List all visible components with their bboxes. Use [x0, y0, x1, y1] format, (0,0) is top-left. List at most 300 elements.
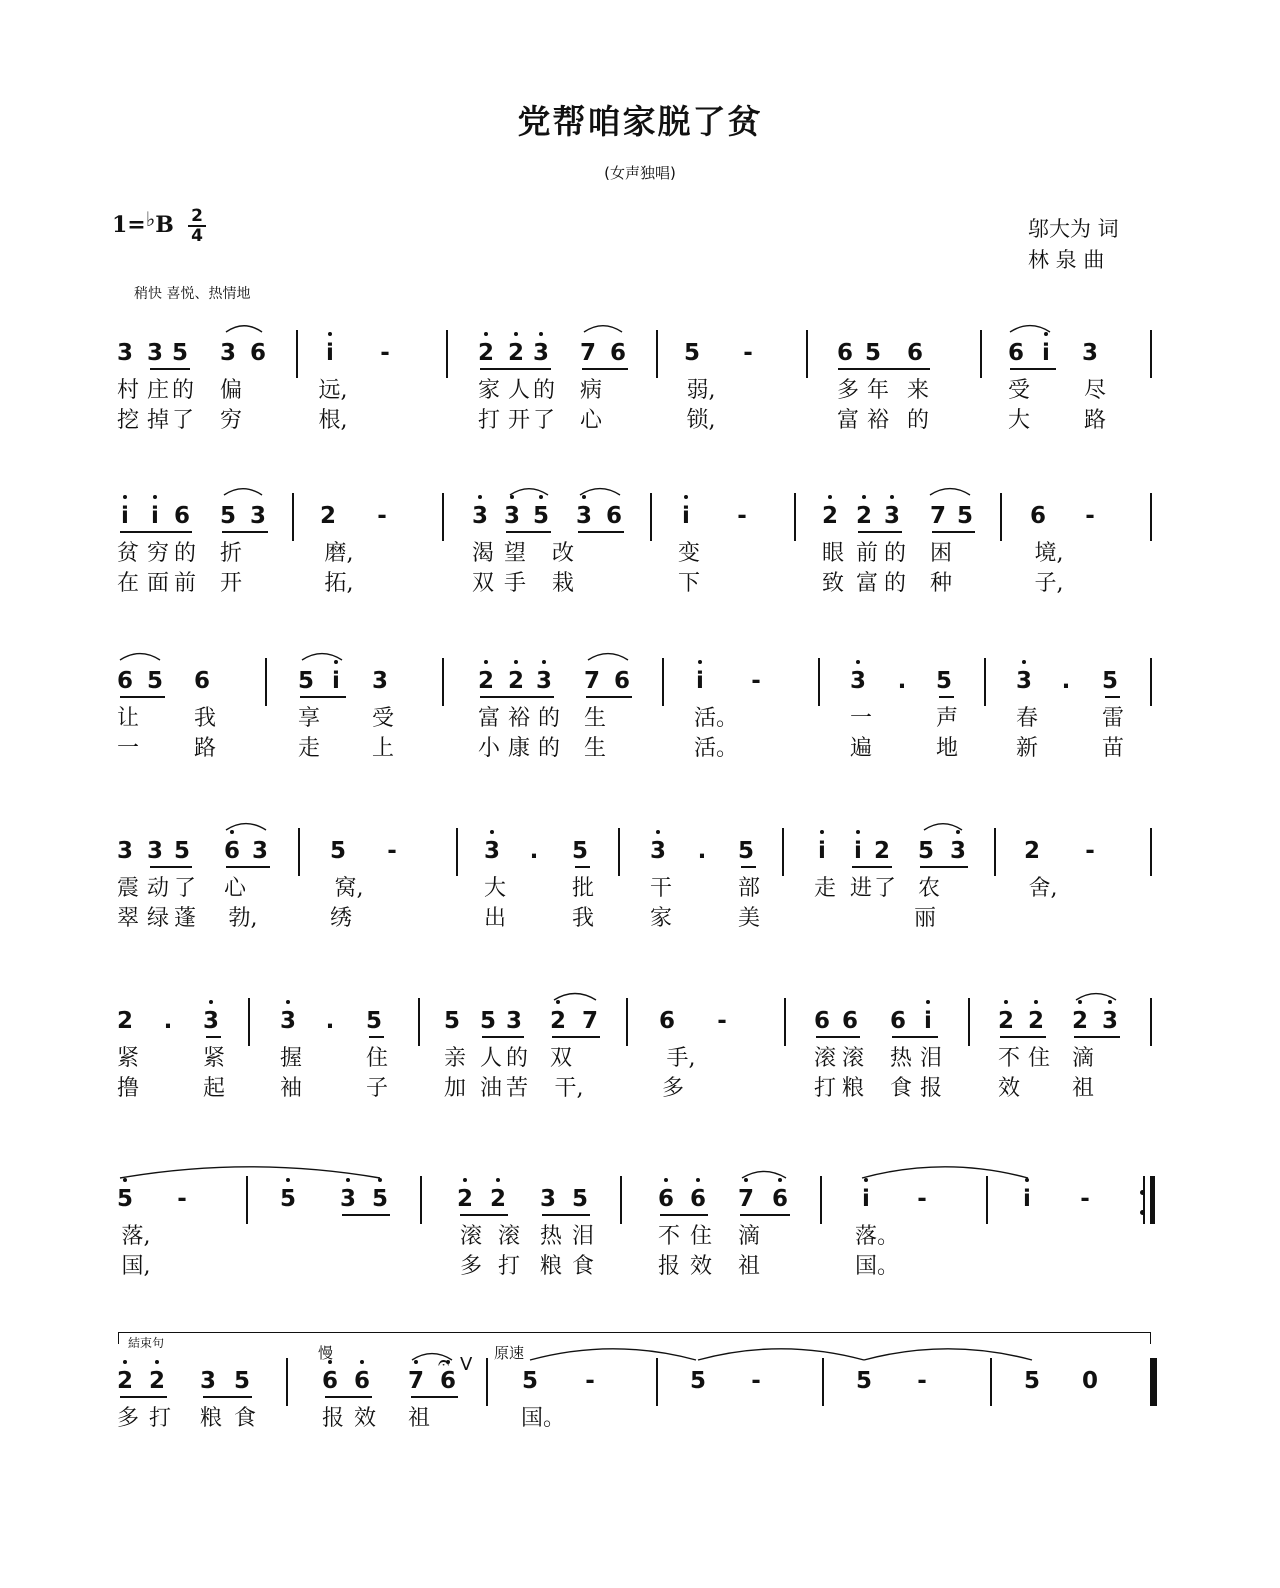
- lyric-verse2: 祖: [737, 1254, 760, 1279]
- note: .: [1061, 668, 1071, 694]
- note: 7: [579, 340, 596, 366]
- lyric-verse1: 多: [116, 1406, 139, 1431]
- beam-line: [300, 696, 346, 698]
- lyric-verse1: 的: [532, 378, 555, 403]
- note: .: [529, 838, 539, 864]
- note: 3: [573, 503, 595, 529]
- octave-dot: [539, 332, 543, 336]
- note: i: [1035, 340, 1057, 366]
- slur: [584, 326, 622, 332]
- lyric-verse2: 撸: [116, 1076, 139, 1101]
- lyric-verse2: 食: [571, 1254, 594, 1279]
- note: 6: [609, 340, 626, 366]
- octave-dot: [556, 1000, 560, 1004]
- lyric-verse2: 效: [689, 1254, 712, 1279]
- beam-line: [740, 1214, 790, 1216]
- octave-dot: [123, 495, 127, 499]
- lyric-verse1: 折: [219, 541, 242, 566]
- note: 6: [658, 1008, 675, 1034]
- lyric-verse1: 心: [223, 876, 246, 901]
- lyric-verse1: 穷: [146, 541, 169, 566]
- note: 5: [1101, 668, 1118, 694]
- note: 2: [1025, 1008, 1047, 1034]
- lyric-verse1: 声: [935, 706, 958, 731]
- lyric-verse1: 住: [689, 1224, 712, 1249]
- note: 3: [847, 668, 869, 694]
- tempo-marking: 稍快 喜悦、热情地: [134, 286, 251, 302]
- note: 3: [501, 503, 523, 529]
- octave-dot: [956, 830, 960, 834]
- note: -: [377, 503, 387, 529]
- note: -: [387, 838, 397, 864]
- note: i: [144, 503, 166, 529]
- lyric-verse1: 批: [571, 876, 594, 901]
- note: 2: [853, 503, 875, 529]
- lyric-verse2: 路: [193, 736, 216, 761]
- lyric-verse2: 小: [477, 736, 500, 761]
- slur: [226, 326, 262, 332]
- slur: [580, 489, 620, 495]
- note: 3: [947, 838, 969, 864]
- lyric-verse1: 年: [866, 378, 889, 403]
- note: -: [917, 1186, 927, 1212]
- note: 6: [221, 838, 243, 864]
- lyric-verse1: 的: [537, 706, 560, 731]
- slur: [924, 824, 962, 830]
- note: 6: [613, 668, 630, 694]
- breath-mark: V: [460, 1354, 473, 1375]
- beam-line: [542, 1214, 590, 1216]
- lyric-verse1: 滚: [459, 1224, 482, 1249]
- lyric-verse1: 尽: [1083, 378, 1106, 403]
- slow-marking: 慢: [318, 1344, 334, 1362]
- lyric-verse1: 受: [1007, 378, 1030, 403]
- note: .: [325, 1008, 335, 1034]
- lyric-verse1: 生: [583, 706, 606, 731]
- time-numerator: 2: [191, 206, 203, 226]
- octave-dot: [1034, 1000, 1038, 1004]
- octave-dot: [360, 1360, 364, 1364]
- beam-line: [552, 1036, 600, 1038]
- octave-dot: [230, 830, 234, 834]
- octave-dot: [1025, 1178, 1029, 1182]
- lyric-verse2: 康: [507, 736, 530, 761]
- note: 2: [819, 503, 841, 529]
- lyric-verse1: 多: [836, 378, 859, 403]
- note: 5: [1023, 1368, 1040, 1394]
- lyric-verse1: 让: [116, 706, 139, 731]
- lyric-verse2: 的: [883, 571, 906, 596]
- note: i: [855, 1186, 877, 1212]
- octave-dot: [1108, 1000, 1112, 1004]
- note: 6: [841, 1008, 858, 1034]
- octave-dot: [656, 830, 660, 834]
- lyric-verse1: 走: [813, 876, 836, 901]
- lyric-verse1: 食: [233, 1406, 256, 1431]
- lyric-verse2: 油: [479, 1076, 502, 1101]
- note: 2: [116, 1008, 133, 1034]
- lyric-verse2: 加: [443, 1076, 466, 1101]
- lyricist-credit: 邬大为 词: [1028, 217, 1119, 241]
- slur: [698, 1349, 864, 1360]
- octave-dot: [514, 332, 518, 336]
- lyric-verse1: 庄: [146, 378, 169, 403]
- lyric-verse2: 绣: [329, 906, 352, 931]
- note: 5: [365, 1008, 382, 1034]
- note: 6: [351, 1368, 373, 1394]
- fermata-icon: 𝄐: [438, 1350, 450, 1374]
- beam-line: [660, 1214, 708, 1216]
- lyric-verse2: 多: [661, 1076, 684, 1101]
- lyric-verse2: 前: [173, 571, 196, 596]
- song-subtitle: (女声独唱): [604, 164, 676, 182]
- lyric-verse2: 面: [146, 571, 169, 596]
- note: 6: [173, 503, 190, 529]
- note: -: [1080, 1186, 1090, 1212]
- lyric-verse1: 泪: [571, 1224, 594, 1249]
- lyric-verse1: 打: [148, 1406, 171, 1431]
- note: 3: [539, 1186, 556, 1212]
- lyric-verse2: 拓,: [324, 571, 354, 596]
- octave-dot: [334, 660, 338, 664]
- repeat-dot: [1140, 1210, 1145, 1215]
- octave-dot: [155, 1360, 159, 1364]
- lyric-verse2: 效: [997, 1076, 1020, 1101]
- slur: [930, 489, 970, 495]
- ending-bracket-tick: [118, 1332, 119, 1344]
- song-title: 党帮咱家脱了贫: [517, 102, 763, 141]
- note: 3: [199, 1368, 216, 1394]
- ending-label: 結束句: [128, 1336, 165, 1350]
- beam-line: [460, 1214, 508, 1216]
- lyric-verse1: 病: [579, 378, 602, 403]
- note: 3: [469, 503, 491, 529]
- note: 7: [583, 668, 600, 694]
- slur: [120, 654, 160, 660]
- beam-line: [325, 1396, 372, 1398]
- lyric-verse2: 心: [579, 408, 602, 433]
- octave-dot: [890, 495, 894, 499]
- lyric-verse1: 滚: [813, 1046, 836, 1071]
- lyric-verse1: 了: [173, 876, 196, 901]
- lyric-verse2: 富: [836, 408, 859, 433]
- note: 3: [116, 340, 133, 366]
- octave-dot: [862, 495, 866, 499]
- lyric-verse2: 开: [219, 571, 242, 596]
- note: -: [1085, 838, 1095, 864]
- note: i: [811, 838, 833, 864]
- note: 5: [277, 1186, 299, 1212]
- beam-line: [369, 1036, 384, 1038]
- note: 3: [1099, 1008, 1121, 1034]
- note: i: [917, 1008, 939, 1034]
- lyric-verse1: 前: [855, 541, 878, 566]
- lyric-verse2: 的: [906, 408, 929, 433]
- beam-line: [120, 696, 165, 698]
- beam-line: [932, 531, 975, 533]
- octave-dot: [484, 332, 488, 336]
- lyric-verse1: 渴: [471, 541, 494, 566]
- lyric-verse1: 弱,: [686, 378, 716, 403]
- octave-dot: [346, 1178, 350, 1182]
- lyric-verse1: 亲: [443, 1046, 466, 1071]
- lyric-verse1: 不: [657, 1224, 680, 1249]
- note: 7: [735, 1186, 757, 1212]
- lyric-verse2: 勃,: [228, 906, 258, 931]
- note: 5: [219, 503, 236, 529]
- beam-line: [582, 368, 628, 370]
- note: -: [717, 1008, 727, 1034]
- note: 5: [479, 1008, 496, 1034]
- lyric-verse2: 开: [507, 408, 530, 433]
- octave-dot: [539, 495, 543, 499]
- a-tempo-marking: 原速: [494, 1344, 525, 1362]
- score-system: [0, 1368, 1280, 1518]
- note: 5: [917, 838, 934, 864]
- octave-dot: [514, 660, 518, 664]
- lyric-verse1: 滚: [497, 1224, 520, 1249]
- note: 2: [475, 668, 497, 694]
- lyric-verse1: 热: [539, 1224, 562, 1249]
- note: 3: [219, 340, 236, 366]
- beam-line: [150, 866, 192, 868]
- lyric-verse1: 望: [503, 541, 526, 566]
- note: -: [743, 340, 753, 366]
- note: -: [1085, 503, 1095, 529]
- score-system: [0, 1186, 1280, 1336]
- beam-line: [480, 696, 554, 698]
- note: -: [751, 668, 761, 694]
- beam-line: [892, 1036, 938, 1038]
- octave-dot: [286, 1178, 290, 1182]
- note: 5: [329, 838, 346, 864]
- lyric-verse2: 国。: [854, 1254, 899, 1279]
- lyric-verse1: 热: [889, 1046, 912, 1071]
- note: 3: [146, 838, 163, 864]
- note: 5: [297, 668, 314, 694]
- lyric-verse2: 报: [657, 1254, 680, 1279]
- slur: [224, 489, 262, 495]
- lyric-verse2: 苗: [1101, 736, 1124, 761]
- note: 2: [146, 1368, 168, 1394]
- lyric-verse1: 报: [321, 1406, 344, 1431]
- note: 5: [683, 340, 700, 366]
- lyric-verse1: 动: [146, 876, 169, 901]
- score-system: [0, 503, 1280, 653]
- note: 5: [935, 668, 952, 694]
- lyric-verse2: 下: [677, 571, 700, 596]
- note: 5: [689, 1368, 706, 1394]
- lyric-verse1: 享: [297, 706, 320, 731]
- score-system: [0, 838, 1280, 988]
- beam-line: [578, 531, 624, 533]
- octave-dot: [820, 830, 824, 834]
- lyric-verse2: 了: [532, 408, 555, 433]
- lyric-verse1: 住: [1027, 1046, 1050, 1071]
- beam-line: [203, 1396, 252, 1398]
- lyric-verse1: 滚: [841, 1046, 864, 1071]
- note: i: [847, 838, 869, 864]
- lyric-verse2: 丽: [913, 906, 936, 931]
- lyric-verse1: 手,: [666, 1046, 696, 1071]
- beam-line: [858, 531, 902, 533]
- lyric-verse1: 的: [173, 541, 196, 566]
- lyric-verse2: 种: [929, 571, 952, 596]
- octave-dot: [463, 1178, 467, 1182]
- key-tonic: B: [155, 212, 174, 238]
- note: 3: [505, 1008, 522, 1034]
- octave-dot: [378, 1178, 382, 1182]
- lyric-verse1: 偏: [219, 378, 242, 403]
- octave-dot: [1078, 1000, 1082, 1004]
- lyric-verse2: 栽: [551, 571, 574, 596]
- note: 7: [929, 503, 946, 529]
- lyric-verse2: 家: [649, 906, 672, 931]
- note: 2: [475, 340, 497, 366]
- octave-dot: [684, 495, 688, 499]
- octave-dot: [856, 660, 860, 664]
- octave-dot: [510, 495, 514, 499]
- lyric-verse2: 子,: [1034, 571, 1064, 596]
- note: 2: [547, 1008, 569, 1034]
- final-barline: [1152, 1358, 1157, 1406]
- beam-line: [741, 866, 756, 868]
- key-signature: [112, 207, 174, 238]
- note: -: [737, 503, 747, 529]
- lyric-verse2: 起: [202, 1076, 225, 1101]
- lyric-verse1: 一: [849, 706, 872, 731]
- beam-line: [206, 1036, 221, 1038]
- note: 3: [371, 668, 388, 694]
- note: -: [380, 340, 390, 366]
- lyric-verse2: 穷: [219, 408, 242, 433]
- lyric-verse1: 的: [505, 1046, 528, 1071]
- note: 6: [116, 668, 133, 694]
- lyric-verse1: 落。: [854, 1224, 899, 1249]
- ending-bracket: [118, 1332, 1150, 1333]
- lyric-verse2: 食: [889, 1076, 912, 1101]
- beam-line: [1074, 1036, 1120, 1038]
- lyric-verse2: 干,: [554, 1076, 584, 1101]
- lyric-verse1: 我: [193, 706, 216, 731]
- note: 3: [249, 503, 266, 529]
- score-system: [0, 668, 1280, 818]
- lyric-verse1: 滴: [1071, 1046, 1094, 1071]
- lyric-verse2: 打: [477, 408, 500, 433]
- note: -: [177, 1186, 187, 1212]
- lyric-verse1: 紧: [202, 1046, 225, 1071]
- lyric-verse1: 效: [353, 1406, 376, 1431]
- lyric-verse2: 粮: [539, 1254, 562, 1279]
- note: 3: [251, 838, 268, 864]
- beam-line: [1105, 696, 1120, 698]
- note: 2: [1023, 838, 1040, 864]
- score-system: [0, 340, 1280, 490]
- beam-line: [482, 1036, 524, 1038]
- lyric-verse2: 打: [497, 1254, 520, 1279]
- note: 2: [1069, 1008, 1091, 1034]
- note: 6: [1007, 340, 1024, 366]
- lyric-verse1: 大: [483, 876, 506, 901]
- lyric-verse1: 来: [906, 378, 929, 403]
- lyric-verse1: 了: [873, 876, 896, 901]
- octave-dot: [484, 660, 488, 664]
- lyric-verse1: 国。: [520, 1406, 565, 1431]
- ending-bracket-tick: [1150, 1332, 1151, 1344]
- note: 5: [114, 1186, 136, 1212]
- beam-line: [920, 866, 968, 868]
- note: i: [1016, 1186, 1038, 1212]
- lyric-verse1: 舍,: [1028, 876, 1058, 901]
- lyric-verse2: 报: [919, 1076, 942, 1101]
- note: 2: [505, 340, 527, 366]
- slur: [862, 1167, 1028, 1178]
- lyric-verse1: 变: [677, 541, 700, 566]
- note: 5: [369, 1186, 391, 1212]
- lyric-verse1: 滴: [737, 1224, 760, 1249]
- note: -: [751, 1368, 761, 1394]
- lyric-verse1: 紧: [116, 1046, 139, 1071]
- octave-dot: [496, 1178, 500, 1182]
- note: 2: [873, 838, 890, 864]
- note: 3: [1081, 340, 1098, 366]
- note: 3: [277, 1008, 299, 1034]
- lyric-verse1: 震: [116, 876, 139, 901]
- lyric-verse2: 了: [171, 408, 194, 433]
- lyric-verse2: 粮: [841, 1076, 864, 1101]
- octave-dot: [864, 1178, 868, 1182]
- lyric-verse2: 子: [365, 1076, 388, 1101]
- beam-line: [342, 1214, 390, 1216]
- lyric-verse2: 袖: [279, 1076, 302, 1101]
- note: 5: [233, 1368, 250, 1394]
- lyric-verse2: 裕: [866, 408, 889, 433]
- note: .: [897, 668, 907, 694]
- repeat-barline: [1150, 1176, 1155, 1224]
- note: 5: [521, 1368, 538, 1394]
- slur: [588, 654, 628, 660]
- octave-dot: [664, 1178, 668, 1182]
- lyric-verse1: 富: [477, 706, 500, 731]
- beam-line: [120, 531, 192, 533]
- note: 2: [487, 1186, 509, 1212]
- lyric-verse1: 粮: [199, 1406, 222, 1431]
- note: 3: [146, 340, 163, 366]
- beam-line: [1010, 368, 1056, 370]
- note: 6: [605, 503, 622, 529]
- slur: [530, 1349, 696, 1360]
- note: 6: [319, 1368, 341, 1394]
- lyric-verse2: 多: [459, 1254, 482, 1279]
- note: .: [697, 838, 707, 864]
- lyric-verse1: 干: [649, 876, 672, 901]
- note: 5: [864, 340, 881, 366]
- lyric-verse1: 双: [549, 1046, 572, 1071]
- note: 3: [533, 668, 555, 694]
- note: 2: [114, 1368, 136, 1394]
- lyric-verse2: 双: [471, 571, 494, 596]
- note: i: [325, 668, 347, 694]
- lyric-verse1: 春: [1015, 706, 1038, 731]
- lyric-verse2: 出: [483, 906, 506, 931]
- note: 6: [655, 1186, 677, 1212]
- octave-dot: [286, 1000, 290, 1004]
- octave-dot: [490, 830, 494, 834]
- lyric-verse2: 蓬: [173, 906, 196, 931]
- note: 2: [505, 668, 527, 694]
- note: 5: [530, 503, 552, 529]
- lyric-verse1: 远,: [318, 378, 348, 403]
